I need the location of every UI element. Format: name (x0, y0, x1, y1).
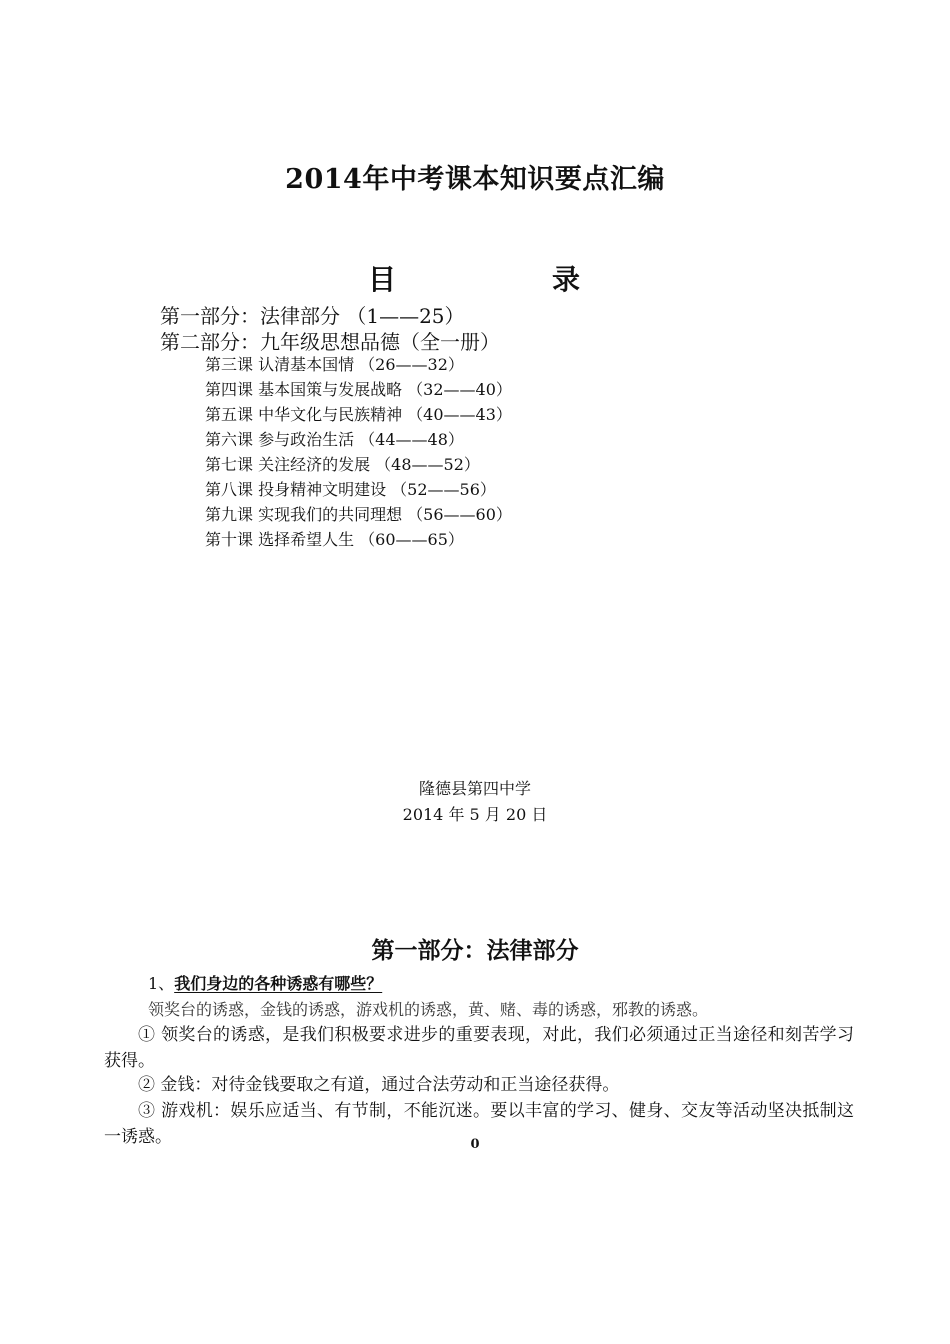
toc-lesson-9: 第九课 实现我们的共同理想 （56——60） (205, 505, 512, 524)
school-name: 隆德县第四中学 (418, 779, 531, 798)
toc-part-1: 第一部分：法律部分 （1——25） (160, 304, 465, 328)
toc-lesson-10: 第十课 选择希望人生 （60——65） (205, 530, 464, 549)
document-title: 2014年中考课本知识要点汇编 (285, 164, 665, 195)
toc-lesson-5: 第五课 中华文化与民族精神 （40——43） (205, 405, 512, 424)
question-1 (148, 971, 382, 994)
section-title: 第一部分：法律部分 (371, 937, 579, 964)
toc-lesson-7: 第七课 关注经济的发展 （48——52） (205, 455, 480, 474)
question-number: 1、 (148, 974, 175, 993)
answer-point-3: ③ 游戏机：娱乐应适当、有节制，不能沉迷。要以丰富的学习、健身、交友等活动坚决抵制这一诱惑。 (104, 1101, 854, 1147)
answer-point-1: ① 领奖台的诱惑，是我们积极要求进步的重要表现，对此，我们必须通过正当途径和刻苦学习获得。 (104, 1025, 854, 1071)
answer-point-2: ② 金钱：对待金钱要取之有道，通过合法劳动和正当途径获得。 (138, 1075, 620, 1095)
toc-lesson-6: 第六课 参与政治生活 （44——48） (205, 430, 464, 449)
document-date: 2014 年 5 月 20 日 (402, 805, 548, 824)
toc-heading-char-1: 目 (368, 263, 397, 296)
toc-lesson-3: 第三课 认清基本国情 （26——32） (205, 355, 464, 374)
toc-lesson-8: 第八课 投身精神文明建设 （52——56） (205, 480, 496, 499)
answer-intro: 领奖台的诱惑，金钱的诱惑，游戏机的诱惑，黄、赌、毒的诱惑，邪教的诱惑。 (148, 1000, 709, 1019)
toc-lesson-4: 第四课 基本国策与发展战略 （32——40） (205, 380, 512, 399)
toc-part-2: 第二部分：九年级思想品德（全一册） (160, 330, 500, 354)
question-text: 我们身边的各种诱惑有哪些？ (174, 974, 383, 993)
toc-heading-char-2: 录 (552, 263, 581, 296)
page-number: 0 (470, 1137, 480, 1152)
